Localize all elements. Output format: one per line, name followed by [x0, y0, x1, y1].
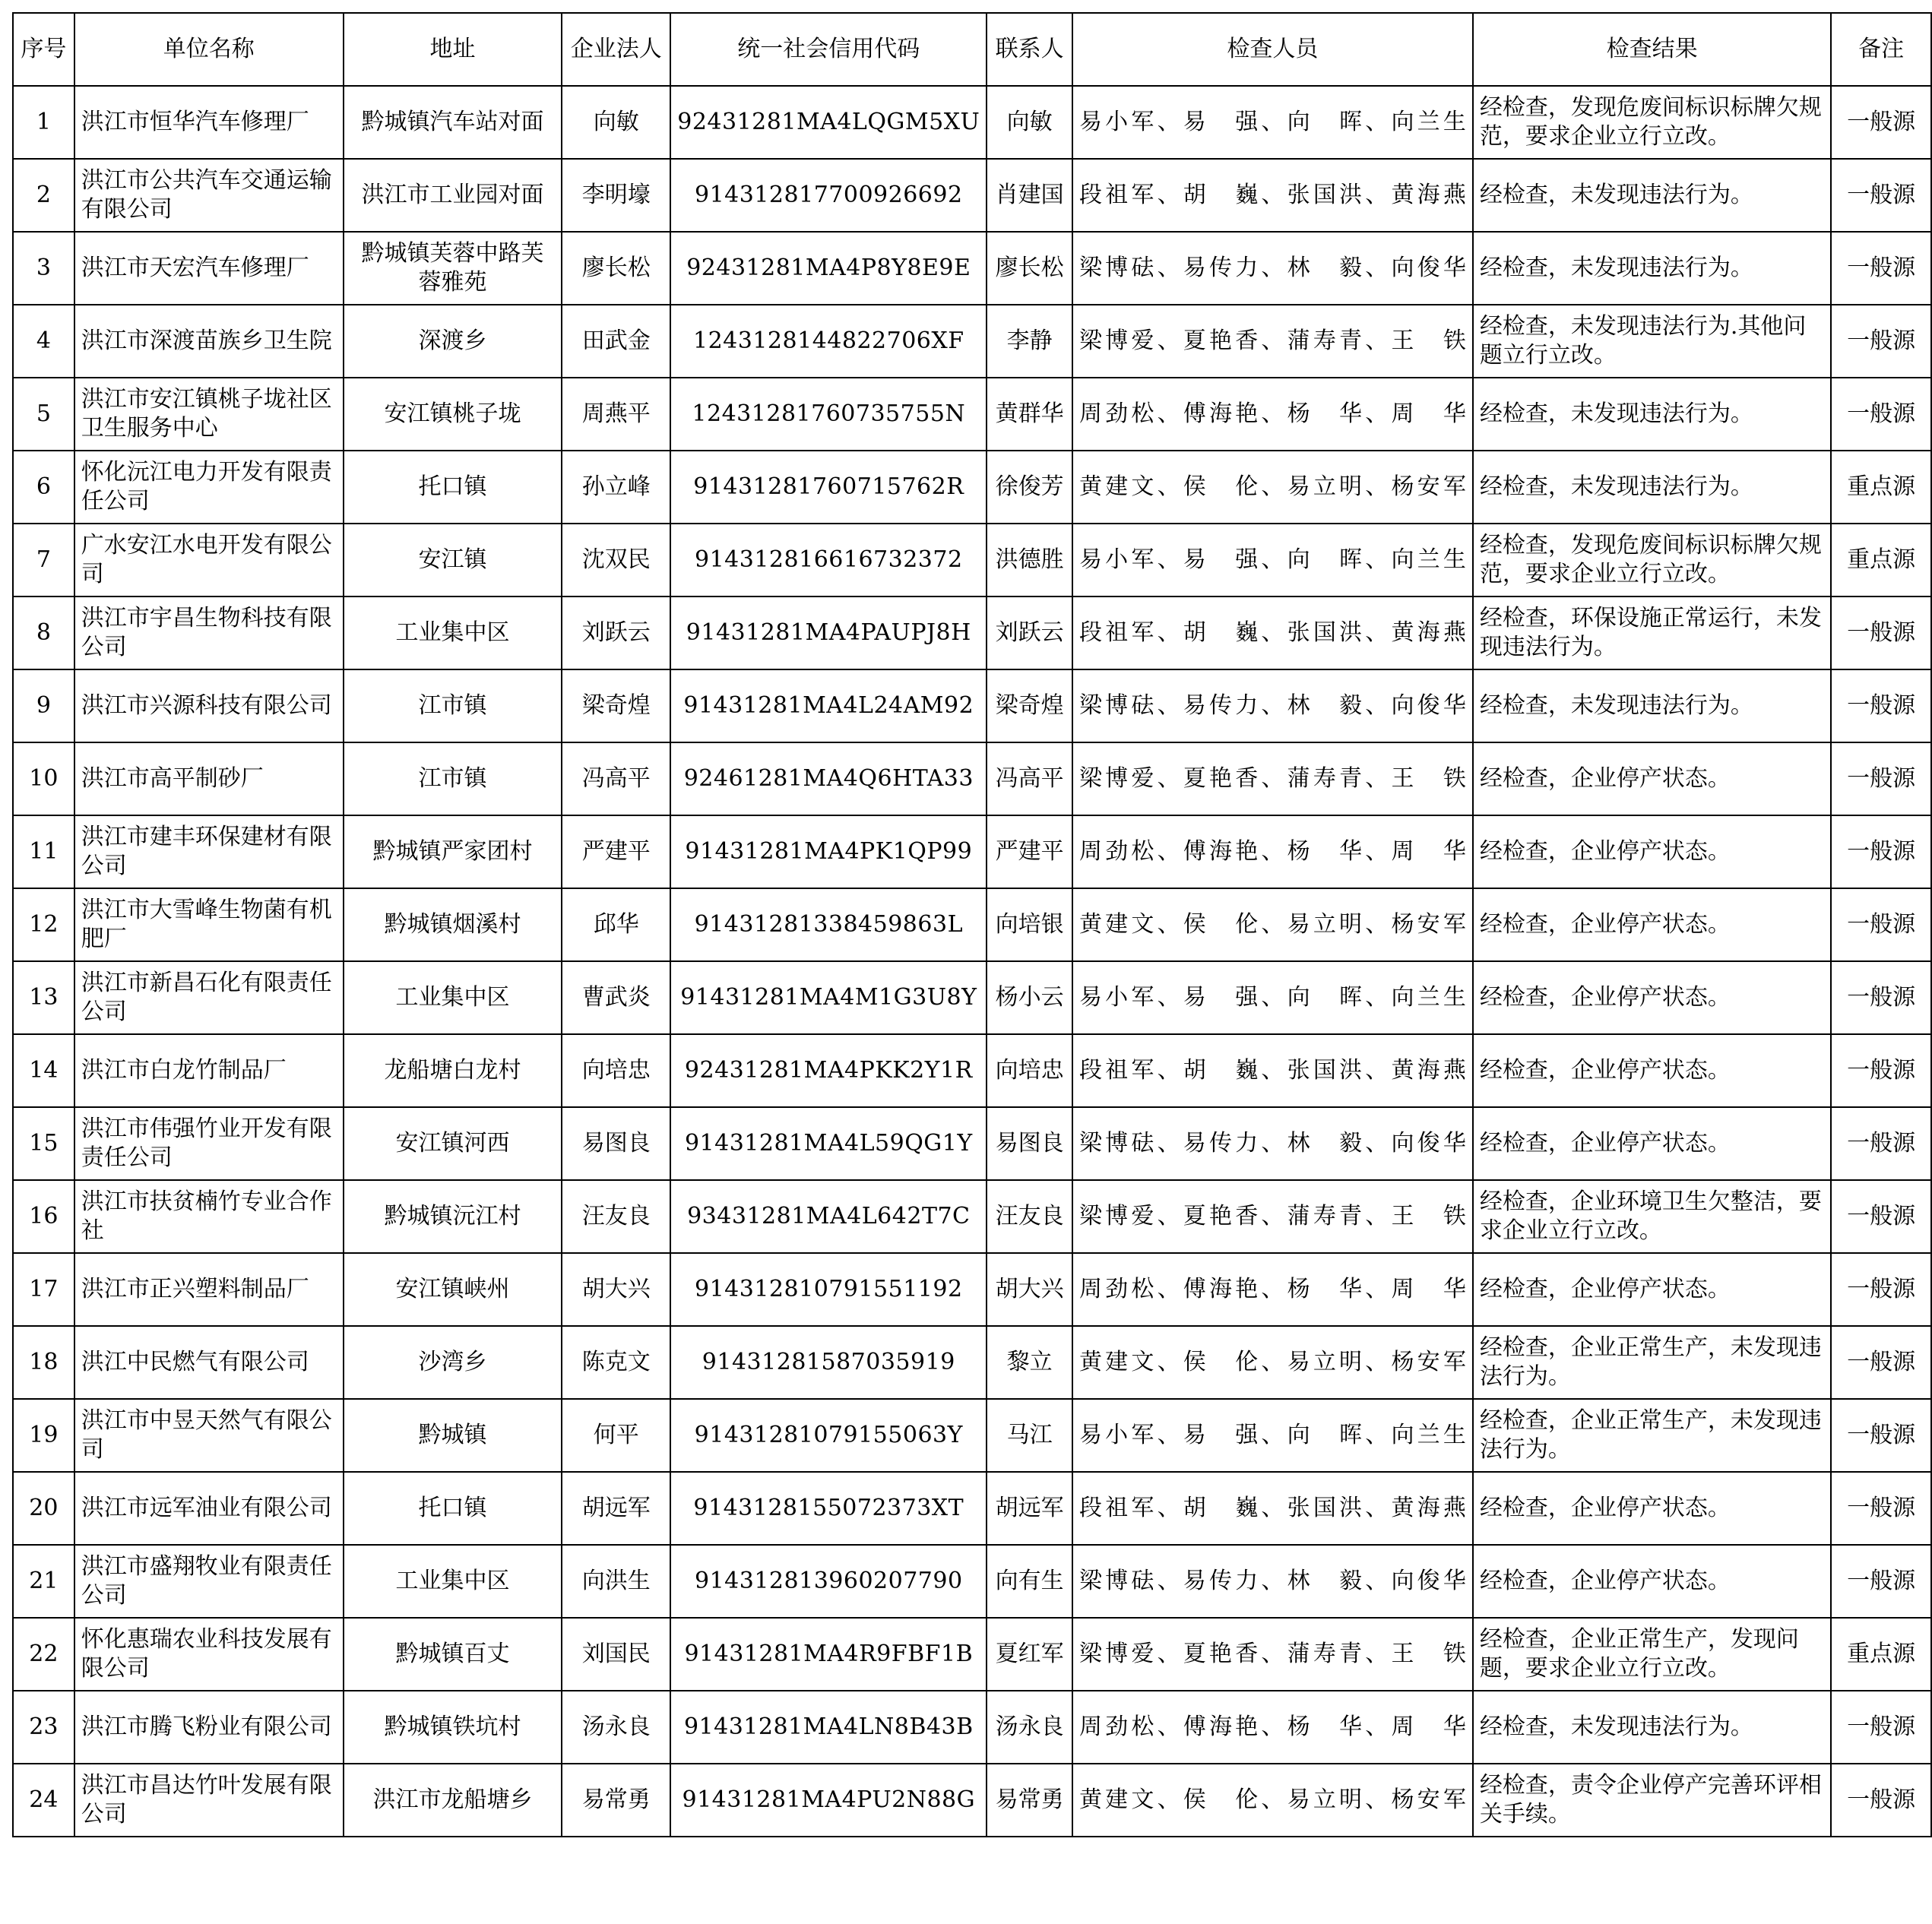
table-row — [13, 597, 1931, 669]
table-row — [13, 1691, 1931, 1764]
cell-contact: 冯高平 — [987, 742, 1072, 815]
header-result: 检查结果 — [1473, 13, 1831, 86]
cell-unit-name: 洪江市中昱天然气有限公司 — [74, 1399, 344, 1472]
cell-contact: 胡大兴 — [987, 1253, 1072, 1326]
cell-result: 经检查，发现危废间标识标牌欠规范，要求企业立行立改。 — [1473, 86, 1831, 159]
cell-unit-name: 洪江市安江镇桃子垅社区卫生服务中心 — [74, 378, 344, 451]
cell-address: 黔城镇沅江村 — [344, 1180, 562, 1253]
header-note: 备注 — [1831, 13, 1931, 86]
cell-result: 经检查，未发现违法行为。 — [1473, 451, 1831, 524]
cell-inspectors: 梁博砝、易传力、林 毅、向俊华 — [1072, 1107, 1473, 1180]
cell-result: 经检查，企业停产状态。 — [1473, 888, 1831, 961]
cell-contact: 易图良 — [987, 1107, 1072, 1180]
cell-note: 一般源 — [1831, 378, 1931, 451]
cell-credit-code: 91431281MA4PAUPJ8H — [670, 597, 987, 669]
cell-note: 一般源 — [1831, 1180, 1931, 1253]
cell-credit-code: 12431281760735755N — [670, 378, 987, 451]
cell-address: 安江镇河西 — [344, 1107, 562, 1180]
table-row — [13, 669, 1931, 742]
cell-address: 洪江市龙船塘乡 — [344, 1764, 562, 1837]
cell-contact: 向有生 — [987, 1545, 1072, 1618]
cell-unit-name: 洪江市盛翔牧业有限责任公司 — [74, 1545, 344, 1618]
cell-legal-person: 何平 — [562, 1399, 670, 1472]
cell-unit-name: 洪江市大雪峰生物菌有机肥厂 — [74, 888, 344, 961]
cell-contact: 汤永良 — [987, 1691, 1072, 1764]
cell-no: 16 — [13, 1180, 74, 1253]
cell-inspectors: 易小军、易 强、向 晖、向兰生 — [1072, 86, 1473, 159]
table-row — [13, 1472, 1931, 1545]
cell-no: 20 — [13, 1472, 74, 1545]
cell-note: 一般源 — [1831, 961, 1931, 1034]
cell-contact: 严建平 — [987, 815, 1072, 888]
table-row — [13, 888, 1931, 961]
cell-unit-name: 洪江市昌达竹叶发展有限公司 — [74, 1764, 344, 1837]
cell-inspectors: 黄建文、侯 伦、易立明、杨安军 — [1072, 1764, 1473, 1837]
cell-legal-person: 邱华 — [562, 888, 670, 961]
cell-note: 一般源 — [1831, 1107, 1931, 1180]
cell-inspectors: 周劲松、傅海艳、杨 华、周 华 — [1072, 1253, 1473, 1326]
cell-legal-person: 刘跃云 — [562, 597, 670, 669]
cell-credit-code: 91431281MA4M1G3U8Y — [670, 961, 987, 1034]
cell-credit-code: 914312810791551192 — [670, 1253, 987, 1326]
cell-legal-person: 严建平 — [562, 815, 670, 888]
cell-note: 一般源 — [1831, 669, 1931, 742]
cell-no: 9 — [13, 669, 74, 742]
cell-result: 经检查，企业停产状态。 — [1473, 1472, 1831, 1545]
cell-legal-person: 胡远军 — [562, 1472, 670, 1545]
cell-inspectors: 梁博砝、易传力、林 毅、向俊华 — [1072, 669, 1473, 742]
cell-address: 工业集中区 — [344, 1545, 562, 1618]
cell-credit-code: 914312817700926692 — [670, 159, 987, 232]
cell-no: 13 — [13, 961, 74, 1034]
cell-result: 经检查，企业停产状态。 — [1473, 742, 1831, 815]
cell-note: 一般源 — [1831, 159, 1931, 232]
cell-no: 21 — [13, 1545, 74, 1618]
cell-contact: 徐俊芳 — [987, 451, 1072, 524]
header-legal: 企业法人 — [562, 13, 670, 86]
cell-inspectors: 梁博爱、夏艳香、蒲寿青、王 铁 — [1072, 742, 1473, 815]
cell-unit-name: 洪江市扶贫楠竹专业合作社 — [74, 1180, 344, 1253]
table-row — [13, 524, 1931, 597]
cell-result: 经检查，未发现违法行为。 — [1473, 159, 1831, 232]
cell-inspectors: 梁博爱、夏艳香、蒲寿青、王 铁 — [1072, 1180, 1473, 1253]
cell-no: 6 — [13, 451, 74, 524]
cell-no: 2 — [13, 159, 74, 232]
cell-legal-person: 向培忠 — [562, 1034, 670, 1107]
cell-address: 黔城镇芙蓉中路芙蓉雅苑 — [344, 232, 562, 305]
cell-no: 10 — [13, 742, 74, 815]
cell-inspectors: 梁博砝、易传力、林 毅、向俊华 — [1072, 232, 1473, 305]
cell-note: 一般源 — [1831, 86, 1931, 159]
cell-address: 安江镇桃子垅 — [344, 378, 562, 451]
table-row — [13, 451, 1931, 524]
cell-no: 5 — [13, 378, 74, 451]
cell-result: 经检查，环保设施正常运行，未发现违法行为。 — [1473, 597, 1831, 669]
cell-result: 经检查，企业停产状态。 — [1473, 1107, 1831, 1180]
cell-address: 龙船塘白龙村 — [344, 1034, 562, 1107]
cell-result: 经检查，企业正常生产，未发现违法行为。 — [1473, 1399, 1831, 1472]
cell-no: 7 — [13, 524, 74, 597]
cell-address: 黔城镇百丈 — [344, 1618, 562, 1691]
cell-legal-person: 冯高平 — [562, 742, 670, 815]
cell-no: 19 — [13, 1399, 74, 1472]
cell-note: 一般源 — [1831, 815, 1931, 888]
cell-no: 23 — [13, 1691, 74, 1764]
cell-contact: 黄群华 — [987, 378, 1072, 451]
cell-contact: 易常勇 — [987, 1764, 1072, 1837]
table-row — [13, 1034, 1931, 1107]
cell-note: 一般源 — [1831, 888, 1931, 961]
cell-note: 一般源 — [1831, 305, 1931, 378]
cell-unit-name: 洪江市深渡苗族乡卫生院 — [74, 305, 344, 378]
cell-inspectors: 梁博砝、易传力、林 毅、向俊华 — [1072, 1545, 1473, 1618]
cell-legal-person: 易常勇 — [562, 1764, 670, 1837]
cell-note: 一般源 — [1831, 1472, 1931, 1545]
cell-credit-code: 92431281MA4PKK2Y1R — [670, 1034, 987, 1107]
table-row — [13, 305, 1931, 378]
header-code: 统一社会信用代码 — [670, 13, 987, 86]
cell-note: 一般源 — [1831, 597, 1931, 669]
cell-contact: 汪友良 — [987, 1180, 1072, 1253]
cell-address: 黔城镇烟溪村 — [344, 888, 562, 961]
cell-inspectors: 周劲松、傅海艳、杨 华、周 华 — [1072, 815, 1473, 888]
cell-unit-name: 洪江市恒华汽车修理厂 — [74, 86, 344, 159]
cell-unit-name: 洪江市新昌石化有限责任公司 — [74, 961, 344, 1034]
cell-unit-name: 洪江中民燃气有限公司 — [74, 1326, 344, 1399]
cell-unit-name: 洪江市公共汽车交通运输有限公司 — [74, 159, 344, 232]
cell-credit-code: 91431281760715762R — [670, 451, 987, 524]
cell-contact: 夏红军 — [987, 1618, 1072, 1691]
cell-legal-person: 田武金 — [562, 305, 670, 378]
table-row — [13, 1764, 1931, 1837]
cell-contact: 向敏 — [987, 86, 1072, 159]
cell-result: 经检查，未发现违法行为。 — [1473, 232, 1831, 305]
cell-note: 一般源 — [1831, 742, 1931, 815]
cell-address: 托口镇 — [344, 1472, 562, 1545]
cell-note: 一般源 — [1831, 1034, 1931, 1107]
cell-no: 15 — [13, 1107, 74, 1180]
cell-contact: 廖长松 — [987, 232, 1072, 305]
table-row — [13, 232, 1931, 305]
inspection-table — [12, 12, 1932, 1837]
header-row — [13, 13, 1931, 86]
cell-credit-code: 91431281MA4PK1QP99 — [670, 815, 987, 888]
cell-contact: 梁奇煌 — [987, 669, 1072, 742]
cell-result: 经检查，企业停产状态。 — [1473, 1253, 1831, 1326]
cell-note: 一般源 — [1831, 1399, 1931, 1472]
cell-inspectors: 黄建文、侯 伦、易立明、杨安军 — [1072, 451, 1473, 524]
cell-inspectors: 易小军、易 强、向 晖、向兰生 — [1072, 1399, 1473, 1472]
cell-legal-person: 周燕平 — [562, 378, 670, 451]
cell-contact: 胡远军 — [987, 1472, 1072, 1545]
cell-note: 一般源 — [1831, 1545, 1931, 1618]
cell-result: 经检查，企业正常生产，发现问题，要求企业立行立改。 — [1473, 1618, 1831, 1691]
table-row — [13, 1545, 1931, 1618]
cell-legal-person: 汤永良 — [562, 1691, 670, 1764]
cell-legal-person: 刘国民 — [562, 1618, 670, 1691]
cell-note: 一般源 — [1831, 1326, 1931, 1399]
cell-credit-code: 91431281338459863L — [670, 888, 987, 961]
header-address: 地址 — [344, 13, 562, 86]
cell-contact: 向培银 — [987, 888, 1072, 961]
cell-contact: 黎立 — [987, 1326, 1072, 1399]
cell-no: 24 — [13, 1764, 74, 1837]
cell-credit-code: 92431281MA4P8Y8E9E — [670, 232, 987, 305]
cell-address: 江市镇 — [344, 669, 562, 742]
cell-result: 经检查，未发现违法行为。 — [1473, 1691, 1831, 1764]
cell-no: 17 — [13, 1253, 74, 1326]
table-row — [13, 1399, 1931, 1472]
cell-unit-name: 洪江市腾飞粉业有限公司 — [74, 1691, 344, 1764]
table-row — [13, 1180, 1931, 1253]
cell-unit-name: 洪江市白龙竹制品厂 — [74, 1034, 344, 1107]
header-name: 单位名称 — [74, 13, 344, 86]
cell-inspectors: 段祖军、胡 巍、张国洪、黄海燕 — [1072, 1034, 1473, 1107]
cell-unit-name: 洪江市正兴塑料制品厂 — [74, 1253, 344, 1326]
cell-credit-code: 91431281MA4L24AM92 — [670, 669, 987, 742]
cell-result: 经检查，企业停产状态。 — [1473, 961, 1831, 1034]
cell-address: 黔城镇汽车站对面 — [344, 86, 562, 159]
cell-inspectors: 段祖军、胡 巍、张国洪、黄海燕 — [1072, 1472, 1473, 1545]
cell-inspectors: 黄建文、侯 伦、易立明、杨安军 — [1072, 888, 1473, 961]
header-contact: 联系人 — [987, 13, 1072, 86]
cell-result: 经检查，未发现违法行为。 — [1473, 378, 1831, 451]
cell-legal-person: 胡大兴 — [562, 1253, 670, 1326]
cell-address: 黔城镇严家团村 — [344, 815, 562, 888]
cell-inspectors: 段祖军、胡 巍、张国洪、黄海燕 — [1072, 597, 1473, 669]
cell-note: 重点源 — [1831, 1618, 1931, 1691]
cell-legal-person: 陈克文 — [562, 1326, 670, 1399]
table-row — [13, 1618, 1931, 1691]
cell-address: 沙湾乡 — [344, 1326, 562, 1399]
cell-credit-code: 91431281MA4R9FBF1B — [670, 1618, 987, 1691]
cell-credit-code: 914312816616732372 — [670, 524, 987, 597]
cell-legal-person: 易图良 — [562, 1107, 670, 1180]
cell-result: 经检查，发现危废间标识标牌欠规范，要求企业立行立改。 — [1473, 524, 1831, 597]
cell-no: 14 — [13, 1034, 74, 1107]
cell-address: 江市镇 — [344, 742, 562, 815]
cell-credit-code: 91431281MA4L59QG1Y — [670, 1107, 987, 1180]
cell-credit-code: 92461281MA4Q6HTA33 — [670, 742, 987, 815]
cell-credit-code: 1243128144822706XF — [670, 305, 987, 378]
cell-inspectors: 梁博爱、夏艳香、蒲寿青、王 铁 — [1072, 1618, 1473, 1691]
cell-note: 一般源 — [1831, 1691, 1931, 1764]
cell-no: 8 — [13, 597, 74, 669]
table-row — [13, 815, 1931, 888]
cell-legal-person: 梁奇煌 — [562, 669, 670, 742]
cell-unit-name: 怀化惠瑞农业科技发展有限公司 — [74, 1618, 344, 1691]
cell-unit-name: 洪江市远军油业有限公司 — [74, 1472, 344, 1545]
cell-credit-code: 914312813960207790 — [670, 1545, 987, 1618]
cell-credit-code: 92431281MA4LQGM5XU — [670, 86, 987, 159]
cell-result: 经检查，未发现违法行为.其他问题立行立改。 — [1473, 305, 1831, 378]
table-row — [13, 1253, 1931, 1326]
cell-result: 经检查，企业停产状态。 — [1473, 1545, 1831, 1618]
cell-unit-name: 洪江市建丰环保建材有限公司 — [74, 815, 344, 888]
cell-address: 安江镇峡州 — [344, 1253, 562, 1326]
cell-contact: 洪德胜 — [987, 524, 1072, 597]
table-row — [13, 961, 1931, 1034]
cell-address: 安江镇 — [344, 524, 562, 597]
cell-address: 深渡乡 — [344, 305, 562, 378]
cell-note: 一般源 — [1831, 1764, 1931, 1837]
cell-credit-code: 91431281MA4PU2N88G — [670, 1764, 987, 1837]
table-row — [13, 159, 1931, 232]
cell-legal-person: 沈双民 — [562, 524, 670, 597]
cell-inspectors: 易小军、易 强、向 晖、向兰生 — [1072, 524, 1473, 597]
table-body — [13, 86, 1931, 1837]
cell-legal-person: 孙立峰 — [562, 451, 670, 524]
cell-no: 22 — [13, 1618, 74, 1691]
cell-contact: 李静 — [987, 305, 1072, 378]
cell-address: 洪江市工业园对面 — [344, 159, 562, 232]
cell-credit-code: 9143128155072373XT — [670, 1472, 987, 1545]
cell-inspectors: 周劲松、傅海艳、杨 华、周 华 — [1072, 1691, 1473, 1764]
cell-note: 重点源 — [1831, 524, 1931, 597]
cell-result: 经检查，企业停产状态。 — [1473, 1034, 1831, 1107]
cell-address: 工业集中区 — [344, 597, 562, 669]
cell-unit-name: 洪江市天宏汽车修理厂 — [74, 232, 344, 305]
header-no: 序号 — [13, 13, 74, 86]
cell-contact: 马江 — [987, 1399, 1072, 1472]
table-row — [13, 378, 1931, 451]
cell-contact: 杨小云 — [987, 961, 1072, 1034]
cell-unit-name: 广水安江水电开发有限公司 — [74, 524, 344, 597]
cell-result: 经检查，未发现违法行为。 — [1473, 669, 1831, 742]
cell-inspectors: 易小军、易 强、向 晖、向兰生 — [1072, 961, 1473, 1034]
cell-result: 经检查，企业正常生产，未发现违法行为。 — [1473, 1326, 1831, 1399]
cell-inspectors: 梁博爱、夏艳香、蒲寿青、王 铁 — [1072, 305, 1473, 378]
cell-legal-person: 向敏 — [562, 86, 670, 159]
cell-inspectors: 黄建文、侯 伦、易立明、杨安军 — [1072, 1326, 1473, 1399]
table-row — [13, 742, 1931, 815]
cell-inspectors: 周劲松、傅海艳、杨 华、周 华 — [1072, 378, 1473, 451]
cell-no: 1 — [13, 86, 74, 159]
cell-result: 经检查，企业停产状态。 — [1473, 815, 1831, 888]
header-inspectors: 检查人员 — [1072, 13, 1473, 86]
cell-note: 一般源 — [1831, 232, 1931, 305]
cell-legal-person: 李明壕 — [562, 159, 670, 232]
cell-address: 黔城镇 — [344, 1399, 562, 1472]
cell-address: 工业集中区 — [344, 961, 562, 1034]
table-row — [13, 1326, 1931, 1399]
cell-contact: 肖建国 — [987, 159, 1072, 232]
cell-unit-name: 洪江市高平制砂厂 — [74, 742, 344, 815]
cell-unit-name: 怀化沅江电力开发有限责任公司 — [74, 451, 344, 524]
cell-contact: 刘跃云 — [987, 597, 1072, 669]
cell-legal-person: 向洪生 — [562, 1545, 670, 1618]
cell-no: 18 — [13, 1326, 74, 1399]
cell-unit-name: 洪江市兴源科技有限公司 — [74, 669, 344, 742]
cell-inspectors: 段祖军、胡 巍、张国洪、黄海燕 — [1072, 159, 1473, 232]
cell-legal-person: 汪友良 — [562, 1180, 670, 1253]
cell-no: 3 — [13, 232, 74, 305]
cell-unit-name: 洪江市宇昌生物科技有限公司 — [74, 597, 344, 669]
cell-credit-code: 91431281587035919 — [670, 1326, 987, 1399]
cell-note: 一般源 — [1831, 1253, 1931, 1326]
cell-credit-code: 91431281MA4LN8B43B — [670, 1691, 987, 1764]
cell-credit-code: 93431281MA4L642T7C — [670, 1180, 987, 1253]
cell-no: 12 — [13, 888, 74, 961]
cell-address: 黔城镇铁坑村 — [344, 1691, 562, 1764]
table-row — [13, 1107, 1931, 1180]
cell-result: 经检查，责令企业停产完善环评相关手续。 — [1473, 1764, 1831, 1837]
table-row — [13, 86, 1931, 159]
cell-no: 11 — [13, 815, 74, 888]
cell-no: 4 — [13, 305, 74, 378]
cell-legal-person: 廖长松 — [562, 232, 670, 305]
cell-contact: 向培忠 — [987, 1034, 1072, 1107]
cell-note: 重点源 — [1831, 451, 1931, 524]
cell-legal-person: 曹武炎 — [562, 961, 670, 1034]
cell-result: 经检查，企业环境卫生欠整洁，要求企业立行立改。 — [1473, 1180, 1831, 1253]
cell-address: 托口镇 — [344, 451, 562, 524]
cell-unit-name: 洪江市伟强竹业开发有限责任公司 — [74, 1107, 344, 1180]
cell-credit-code: 91431281079155063Y — [670, 1399, 987, 1472]
